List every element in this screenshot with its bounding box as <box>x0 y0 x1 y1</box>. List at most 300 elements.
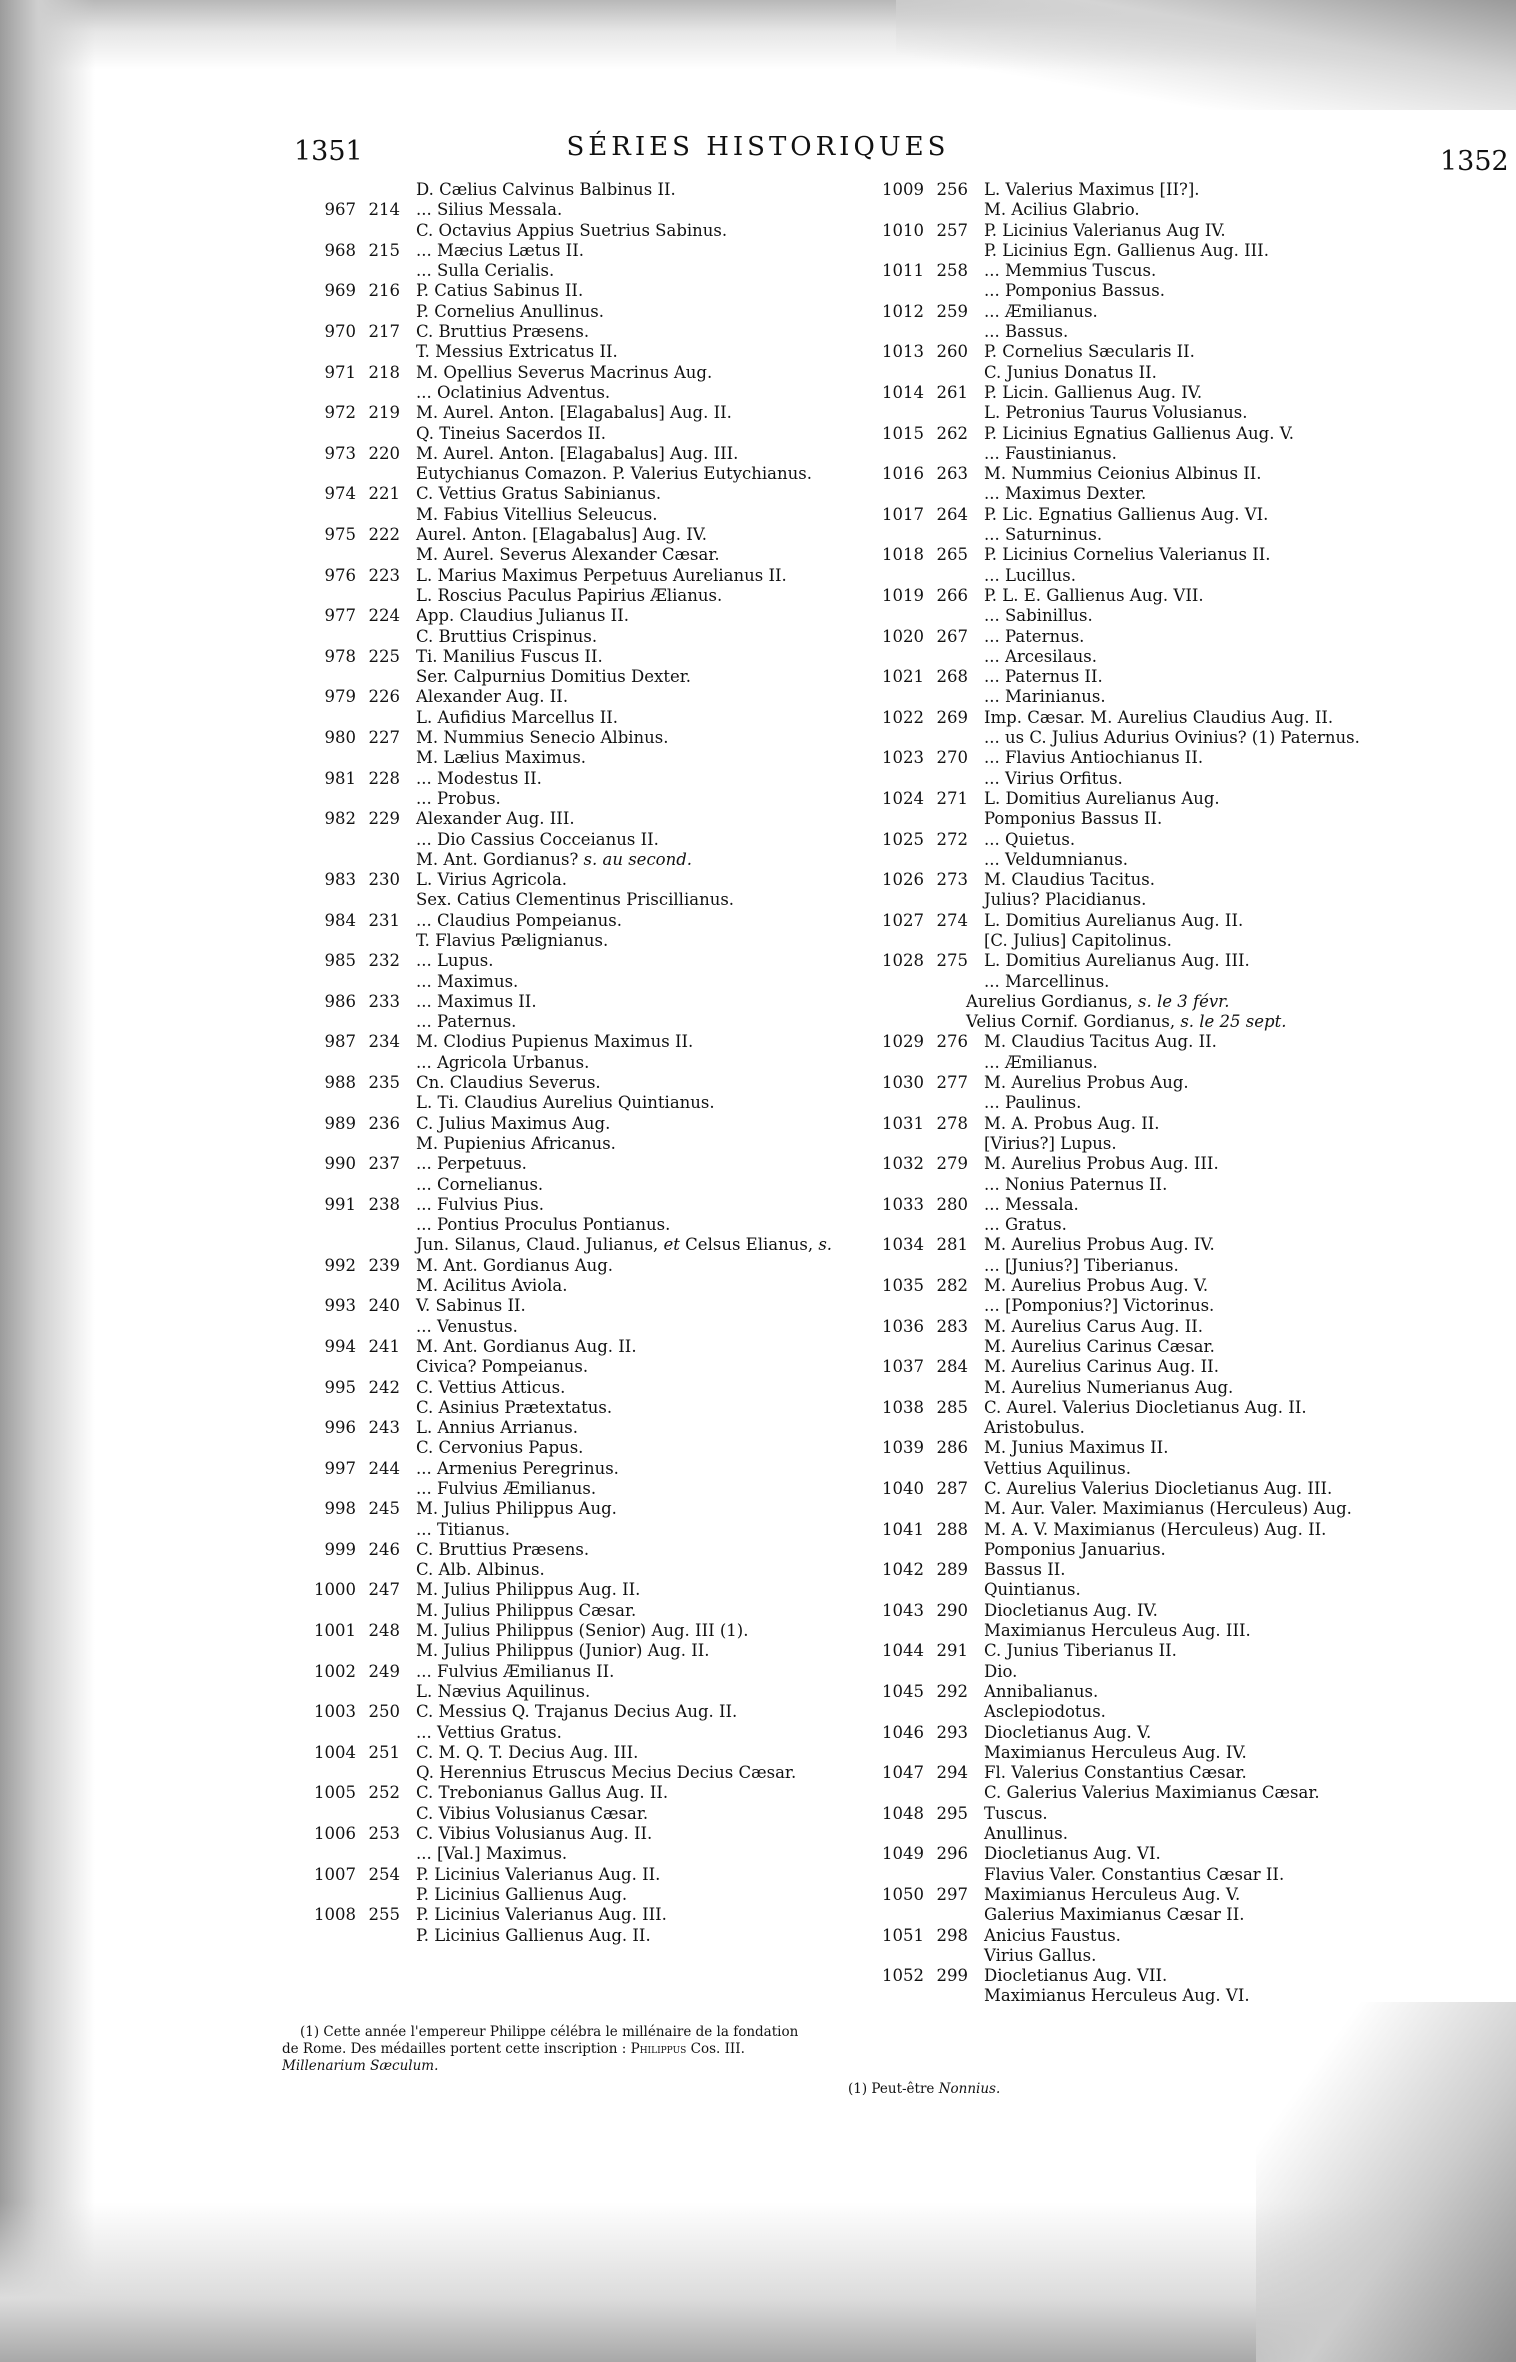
consul-name-text: M. Claudius Tacitus Aug. II. <box>984 1032 1217 1052</box>
consul-entry <box>838 1966 1360 1986</box>
consul-name-text: ... Paternus. <box>416 1012 517 1032</box>
consul-names <box>400 1540 589 1560</box>
consul-names <box>838 890 1146 910</box>
consul-name-text: P. Licinius Valerianus Aug IV. <box>984 220 1226 240</box>
year-of-rome: 984 <box>324 910 356 930</box>
consul-entry <box>838 1073 1360 1093</box>
consul-entry <box>838 1905 1360 1925</box>
consul-name-text: L. Annius Arrianus. <box>416 1418 579 1438</box>
consul-name-text: L. Domitius Aurelianus Aug. <box>984 788 1220 808</box>
consul-name-text: M. Lælius Maximus. <box>416 748 587 768</box>
year-of-rome: 971 <box>324 362 356 382</box>
consul-entry <box>270 1235 832 1255</box>
consul-names <box>400 911 622 931</box>
consul-entry <box>838 1926 1360 1946</box>
consul-entry <box>270 200 832 220</box>
consul-entry <box>838 1053 1360 1073</box>
scan-edge-bottom-right <box>1256 2002 1516 2362</box>
consul-entry <box>270 1580 832 1600</box>
consul-names <box>270 464 812 484</box>
consul-name-text: ... Paulinus. <box>984 1093 1082 1113</box>
consul-entry <box>838 931 1360 951</box>
consul-names <box>400 1296 526 1316</box>
consul-names <box>838 444 1117 464</box>
consul-name-text: L. Domitius Aurelianus Aug. II. <box>984 910 1244 930</box>
year-ad: 286 <box>936 1438 968 1458</box>
year-ad: 280 <box>936 1194 968 1214</box>
consul-note-italic-2: s. <box>818 1235 833 1255</box>
year-ad: 230 <box>368 870 400 890</box>
consul-note-italic: s. le 25 sept. <box>1180 1012 1287 1032</box>
consul-names <box>270 1093 715 1113</box>
consul-names <box>968 667 1103 687</box>
year-ad: 250 <box>368 1702 400 1722</box>
consul-entry <box>838 687 1360 707</box>
consul-name-text: ... Arcesilaus. <box>984 646 1097 666</box>
consul-entry <box>838 342 1360 362</box>
year-of-rome: 1002 <box>314 1661 356 1681</box>
year-ad: 215 <box>368 240 400 260</box>
consul-names <box>400 647 603 667</box>
consul-name-text: [C. Julius] Capitolinus. <box>984 930 1172 950</box>
page-header <box>0 132 1516 177</box>
consul-entry <box>838 586 1360 606</box>
consul-names <box>838 322 1068 342</box>
year-of-rome: 996 <box>324 1418 356 1438</box>
year-ad: 214 <box>368 200 400 220</box>
year-of-rome: 1051 <box>882 1925 924 1945</box>
consul-entry <box>838 951 1360 971</box>
consul-name-text: ... Flavius Antiochianus II. <box>984 748 1204 768</box>
consul-entry <box>270 972 832 992</box>
consul-name-text: Anicius Faustus. <box>984 1925 1121 1945</box>
consul-entry <box>838 1134 1360 1154</box>
consul-name-text: ... Nonius Paternus II. <box>984 1174 1168 1194</box>
consul-entry <box>838 1276 1360 1296</box>
year-of-rome: 969 <box>324 281 356 301</box>
consul-names <box>838 647 1097 667</box>
year-of-rome: 967 <box>324 200 356 220</box>
year-ad: 219 <box>368 403 400 423</box>
year-of-rome: 994 <box>324 1336 356 1356</box>
consul-name-text: C. Bruttius Præsens. <box>416 322 590 342</box>
consul-names <box>400 992 537 1012</box>
consul-names <box>838 1337 1215 1357</box>
consul-entry <box>838 748 1360 768</box>
year-ad: 233 <box>368 991 400 1011</box>
consul-entry <box>838 1743 1360 1763</box>
consul-name-text: C. Junius Donatus II. <box>984 362 1157 382</box>
consul-name-text: ... Gratus. <box>984 1215 1067 1235</box>
consul-entry <box>270 1093 832 1113</box>
consul-entry <box>838 992 1360 1012</box>
consul-names <box>838 1256 1179 1276</box>
consul-names <box>270 1276 567 1296</box>
year-of-rome: 1000 <box>314 1580 356 1600</box>
consul-entry <box>270 1702 832 1722</box>
consul-names <box>968 789 1220 809</box>
consul-entry <box>838 1479 1360 1499</box>
year-of-rome: 1022 <box>882 707 924 727</box>
consul-entry <box>270 1885 832 1905</box>
consul-names <box>400 1154 527 1174</box>
year-ad: 293 <box>936 1722 968 1742</box>
year-ad: 245 <box>368 1499 400 1519</box>
consul-entry <box>270 1723 832 1743</box>
consul-name-text: C. Aurel. Valerius Diocletianus Aug. II. <box>984 1397 1307 1417</box>
consul-names <box>400 1662 614 1682</box>
year-ad: 246 <box>368 1539 400 1559</box>
consul-entry <box>838 1702 1360 1722</box>
year-ad: 225 <box>368 646 400 666</box>
consul-names <box>270 180 676 200</box>
consul-name-text: ... Fulvius Æmilianus II. <box>416 1661 615 1681</box>
consul-names <box>400 728 669 748</box>
year-of-rome: 1008 <box>314 1905 356 1925</box>
year-ad: 235 <box>368 1073 400 1093</box>
consul-name-text: ... Fulvius Pius. <box>416 1194 544 1214</box>
year-of-rome: 1029 <box>882 1032 924 1052</box>
year-of-rome: 983 <box>324 870 356 890</box>
year-of-rome: 980 <box>324 728 356 748</box>
year-ad: 226 <box>368 687 400 707</box>
consul-entry <box>270 281 832 301</box>
consul-name-text: Flavius Valer. Constantius Cæsar II. <box>984 1864 1285 1884</box>
consul-names <box>270 1844 567 1864</box>
consul-names <box>968 505 1268 525</box>
consul-entry <box>270 1073 832 1093</box>
consul-names <box>270 1804 648 1824</box>
year-ad: 232 <box>368 951 400 971</box>
consul-entry <box>270 1743 832 1763</box>
consul-name-text: M. Julius Philippus (Junior) Aug. II. <box>416 1641 710 1661</box>
consul-entry <box>270 1662 832 1682</box>
consul-entry <box>270 911 832 931</box>
consul-names <box>838 1459 1131 1479</box>
consul-entry <box>270 830 832 850</box>
consul-name-text: M. Pupienius Africanus. <box>416 1133 616 1153</box>
year-of-rome: 1021 <box>882 667 924 687</box>
consul-name-text: ... Sabinillus. <box>984 606 1093 626</box>
consul-names <box>968 342 1195 362</box>
consul-names <box>968 1885 1240 1905</box>
year-of-rome: 1037 <box>882 1357 924 1377</box>
consul-names <box>838 1378 1233 1398</box>
page-number-right: 1352 <box>1440 146 1509 177</box>
consul-names <box>400 403 732 423</box>
consul-names <box>400 322 589 342</box>
consul-names <box>400 1905 667 1925</box>
year-ad: 278 <box>936 1113 968 1133</box>
consul-names <box>968 424 1294 444</box>
footnote-left <box>282 2024 802 2075</box>
consul-name-text: M. Ant. Gordianus? <box>416 849 584 869</box>
consul-entry <box>270 1804 832 1824</box>
consul-name-text: L. Virius Agricola. <box>416 870 568 890</box>
consul-entry <box>270 1641 832 1661</box>
consul-entry <box>270 1134 832 1154</box>
consul-entry <box>270 1926 832 1946</box>
consul-names <box>838 1215 1067 1235</box>
consul-name-text: Diocletianus Aug. VI. <box>984 1844 1161 1864</box>
year-ad: 261 <box>936 382 968 402</box>
consul-name-text: P. Licinius Valerianus Aug. II. <box>416 1864 661 1884</box>
consul-name-text: M. Aurelius Probus Aug. IV. <box>984 1235 1215 1255</box>
consul-name-text: Cn. Claudius Severus. <box>416 1073 601 1093</box>
consul-names <box>400 566 787 586</box>
year-of-rome: 1020 <box>882 626 924 646</box>
consul-entry <box>838 1763 1360 1783</box>
consul-names <box>968 1804 1048 1824</box>
year-of-rome: 1010 <box>882 220 924 240</box>
consul-entry <box>838 789 1360 809</box>
consul-entry <box>838 281 1360 301</box>
consul-name-text: ... Oclatinius Adventus. <box>416 382 611 402</box>
year-of-rome: 1014 <box>882 382 924 402</box>
consul-entry <box>270 1357 832 1377</box>
consul-names <box>838 484 1146 504</box>
consul-names <box>968 748 1203 768</box>
consul-names <box>270 424 606 444</box>
consul-name-text: Aristobulus. <box>984 1418 1085 1438</box>
year-ad: 264 <box>936 504 968 524</box>
consul-names <box>968 1966 1167 1986</box>
consul-name-text: ... Paternus. <box>984 626 1085 646</box>
consul-name-text: ... Æmilianus. <box>984 1052 1098 1072</box>
consul-name-text: M. Opellius Severus Macrinus Aug. <box>416 362 713 382</box>
consul-names <box>968 1560 1066 1580</box>
consul-name-text: P. Licinius Gallienus Aug. <box>416 1884 628 1904</box>
consul-name-text: ... Dio Cassius Cocceianus II. <box>416 829 659 849</box>
consul-entry <box>270 1682 832 1702</box>
consul-entry <box>838 1824 1360 1844</box>
consul-name-text: Aurel. Anton. [Elagabalus] Aug. IV. <box>416 525 708 545</box>
year-ad: 244 <box>368 1458 400 1478</box>
consul-names <box>968 1398 1307 1418</box>
consul-names <box>968 1154 1219 1174</box>
year-of-rome: 1018 <box>882 545 924 565</box>
year-of-rome: 1013 <box>882 342 924 362</box>
consul-entry <box>838 1783 1360 1803</box>
consul-names <box>270 261 554 281</box>
consul-name-text: M. Aurel. Severus Alexander Cæsar. <box>416 545 720 565</box>
consul-names <box>400 809 575 829</box>
consul-names <box>838 1540 1166 1560</box>
consul-names <box>400 1865 660 1885</box>
consul-names <box>270 586 722 606</box>
consul-names <box>270 931 608 951</box>
year-ad: 279 <box>936 1154 968 1174</box>
consul-names <box>400 1824 652 1844</box>
consul-names <box>270 221 727 241</box>
consul-name-text: P. Licin. Gallienus Aug. IV. <box>984 382 1203 402</box>
consul-entry <box>838 1540 1360 1560</box>
year-ad: 272 <box>936 829 968 849</box>
consul-names <box>270 789 501 809</box>
consul-name-text: M. Julius Philippus Aug. <box>416 1499 617 1519</box>
year-of-rome: 977 <box>324 606 356 626</box>
consul-names <box>270 1641 710 1661</box>
consul-entry <box>270 667 832 687</box>
consul-entry <box>838 1215 1360 1235</box>
consul-name-text: Asclepiodotus. <box>984 1702 1106 1722</box>
consul-names <box>838 687 1106 707</box>
consul-entry <box>838 1601 1360 1621</box>
consul-name-text: ... Silius Messala. <box>416 200 563 220</box>
consul-name-text: M. Aurel. Anton. [Elagabalus] Aug. II. <box>416 403 732 423</box>
consul-name-text: T. Messius Extricatus II. <box>416 342 618 362</box>
consul-names <box>968 180 1200 200</box>
consul-entry <box>838 221 1360 241</box>
year-of-rome: 1026 <box>882 870 924 890</box>
consul-name-text: Anullinus. <box>984 1824 1068 1844</box>
consul-entry <box>270 1195 832 1215</box>
consul-names <box>270 342 618 362</box>
consul-name-text: M. Julius Philippus (Senior) Aug. III (1). <box>416 1621 749 1641</box>
year-of-rome: 1046 <box>882 1722 924 1742</box>
consul-names <box>400 1702 737 1722</box>
consul-name-text: Aurelius Gordianus, <box>966 991 1138 1011</box>
consul-name-text: M. Claudius Tacitus. <box>984 870 1155 890</box>
consul-names <box>968 1844 1161 1864</box>
year-of-rome: 1044 <box>882 1641 924 1661</box>
consul-name-text: Tuscus. <box>984 1803 1048 1823</box>
consul-names <box>838 992 1229 1012</box>
consul-entry <box>838 1175 1360 1195</box>
consul-entry <box>270 545 832 565</box>
consul-entry <box>270 1499 832 1519</box>
year-ad: 243 <box>368 1418 400 1438</box>
consul-name-text: ... Veldumnianus. <box>984 849 1128 869</box>
consul-name-text: Bassus II. <box>984 1560 1066 1580</box>
consul-entry <box>838 1520 1360 1540</box>
consul-names <box>968 708 1333 728</box>
consul-names <box>400 1499 617 1519</box>
consul-entry <box>270 728 832 748</box>
consul-names <box>968 1438 1168 1458</box>
consul-name-text: M. Aurelius Carus Aug. II. <box>984 1316 1204 1336</box>
consul-names <box>838 281 1165 301</box>
consul-names <box>838 1418 1085 1438</box>
consul-entry <box>838 464 1360 484</box>
consul-names <box>838 1946 1096 1966</box>
consul-entry <box>838 322 1360 342</box>
year-ad: 234 <box>368 1032 400 1052</box>
consul-names <box>968 221 1226 241</box>
year-ad: 287 <box>936 1479 968 1498</box>
footnote-right-text: (1) Peut-être <box>848 2081 939 2097</box>
year-of-rome: 976 <box>324 565 356 585</box>
consul-name-text: ... Modestus II. <box>416 768 542 788</box>
consul-name-text: M. Julius Philippus Aug. II. <box>416 1580 641 1600</box>
year-of-rome: 1035 <box>882 1276 924 1296</box>
year-of-rome: 1045 <box>882 1681 924 1701</box>
consul-entry <box>838 383 1360 403</box>
consul-entry <box>270 322 832 342</box>
consul-name-text: ... Æmilianus. <box>984 301 1098 321</box>
consul-name-text: M. Clodius Pupienus Maximus II. <box>416 1032 694 1052</box>
consul-name-text: ... us C. Julius Adurius Ovinius? (1) Paternus. <box>984 728 1360 748</box>
consul-name-text: M. Aurelius Probus Aug. <box>984 1073 1189 1093</box>
consul-name-text: L. Aufidius Marcellus II. <box>416 707 618 727</box>
consul-names <box>270 1215 670 1235</box>
consul-entry <box>838 302 1360 322</box>
consul-entry <box>838 424 1360 444</box>
consul-entry <box>270 1520 832 1540</box>
consul-names <box>400 484 661 504</box>
consul-entry <box>838 890 1360 910</box>
year-ad: 283 <box>936 1316 968 1336</box>
consul-entry <box>838 708 1360 728</box>
consul-names <box>968 1073 1189 1093</box>
consul-names <box>838 1905 1244 1925</box>
consul-name-text: ... Fulvius Æmilianus. <box>416 1479 597 1498</box>
year-of-rome: 1017 <box>882 504 924 524</box>
consul-name-text: M. Ant. Gordianus Aug. II. <box>416 1336 637 1356</box>
consul-name-text: ... Mæcius Lætus II. <box>416 240 584 260</box>
consul-names <box>400 1418 578 1438</box>
consul-entry <box>838 1114 1360 1134</box>
scan-edge-top-right <box>896 0 1516 110</box>
consul-entry <box>270 1154 832 1174</box>
consul-names <box>838 850 1128 870</box>
consul-entry <box>270 302 832 322</box>
consul-name-text: ... Maximus. <box>416 971 519 991</box>
year-of-rome: 974 <box>324 484 356 504</box>
consul-names <box>400 1114 610 1134</box>
year-ad: 247 <box>368 1580 400 1600</box>
consul-name-text: P. Licinius Cornelius Valerianus II. <box>984 545 1271 565</box>
consul-name-text: ... Claudius Pompeianus. <box>416 910 622 930</box>
consul-names <box>968 464 1261 484</box>
consul-entry <box>838 850 1360 870</box>
consul-name-text: L. Nævius Aquilinus. <box>416 1681 591 1701</box>
consul-name-text: C. Vettius Atticus. <box>416 1377 566 1397</box>
year-ad: 284 <box>936 1357 968 1377</box>
consul-name-text: M. Aurelius Probus Aug. V. <box>984 1276 1209 1296</box>
consul-entry <box>270 586 832 606</box>
consul-entry <box>270 1256 832 1276</box>
consul-entry <box>270 525 832 545</box>
consul-name-text: ... Pomponius Bassus. <box>984 281 1165 301</box>
consul-entry <box>270 890 832 910</box>
consul-name-text: ... Lupus. <box>416 951 494 971</box>
consul-entry <box>838 1844 1360 1864</box>
consul-name-text: P. Cornelius Sæcularis II. <box>984 342 1195 362</box>
year-ad: 249 <box>368 1661 400 1681</box>
consul-entry <box>270 464 832 484</box>
consul-names <box>270 1235 832 1255</box>
footnote-left-text-2: Cos. III. <box>686 2041 745 2057</box>
consul-entry <box>270 241 832 261</box>
consul-names <box>838 1824 1068 1844</box>
consul-name-text: Velius Cornif. Gordianus, <box>966 1012 1181 1032</box>
consul-name-text: ... Titianus. <box>416 1519 510 1539</box>
year-ad: 218 <box>368 362 400 382</box>
consul-names <box>270 505 658 525</box>
year-ad: 237 <box>368 1154 400 1174</box>
consul-names <box>838 1012 1286 1032</box>
consul-entry <box>838 830 1360 850</box>
year-ad: 267 <box>936 626 968 646</box>
consul-names <box>400 1783 668 1803</box>
year-ad: 282 <box>936 1276 968 1296</box>
year-of-rome: 990 <box>324 1154 356 1174</box>
consul-names <box>968 1682 1098 1702</box>
consul-name-text: M. Junius Maximus II. <box>984 1438 1169 1458</box>
consul-names <box>968 1520 1326 1540</box>
year-ad: 263 <box>936 464 968 484</box>
